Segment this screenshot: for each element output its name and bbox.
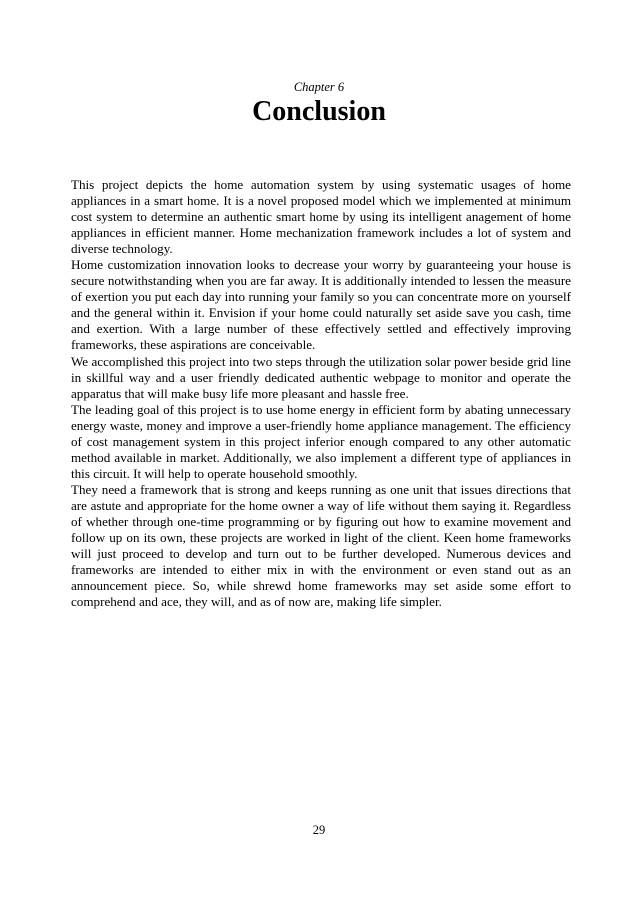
body-text — [71, 177, 571, 610]
paragraph-goal: The leading goal of this project is to use home energy in efficient form by abating unnecessary energy waste, money and improve a user-friendly home appliance management. The efficiency of cost management system in this project inferior enough compared to any other automatic method available in market. Additionally, we also implement a different type of appliances in this circuit. It will help to operate household smoothly. — [71, 401, 571, 481]
chapter-title: Conclusion — [252, 96, 386, 127]
paragraph-intro: This project depicts the home automation system by using systematic usages of home appliances in a smart home. It is a novel proposed model which we implemented at minimum cost system to determine an authentic smart home by using its intelligent anagement of home appliances in efficient manner. Home mechanization framework includes a lot of system and diverse technology. — [71, 177, 571, 257]
paragraph-customization: Home customization innovation looks to decrease your worry by guaranteeing your house is secure notwithstanding when you are far away. It is additionally intended to lessen the measure of exertion you put each day into running your family so you can concentrate more on yourself and the general within it. Envision if your home could naturally set aside save you cash, time and exertion. With a large number of these effectively settled and effectively improving frameworks, these aspirations are conceivable. — [71, 257, 571, 353]
chapter-label: Chapter 6 — [293, 80, 345, 94]
paragraph-framework: They need a framework that is strong and keeps running as one unit that issues directions that are astute and appropriate for the home owner a way of life without them saying it. Regardless of whether through one-time programming or by figuring out how to examine movement and follow up on its own, these projects are worked in light of the client. Keen home frameworks will just proceed to develop and turn out to be further developed. Numerous devices and frameworks are intended to either mix in with the environment or even stand out as an announcement piece. So, while shrewd home frameworks may set aside some effort to comprehend and ace, they will, and as of now are, making life simpler. — [71, 481, 571, 610]
paragraph-accomplishment: We accomplished this project into two steps through the utilization solar power beside grid line in skillful way and a user friendly dedicated authentic webpage to monitor and operate the apparatus that will make busy life more pleasant and hassle free. — [71, 353, 571, 401]
page-number: 29 — [312, 823, 326, 837]
